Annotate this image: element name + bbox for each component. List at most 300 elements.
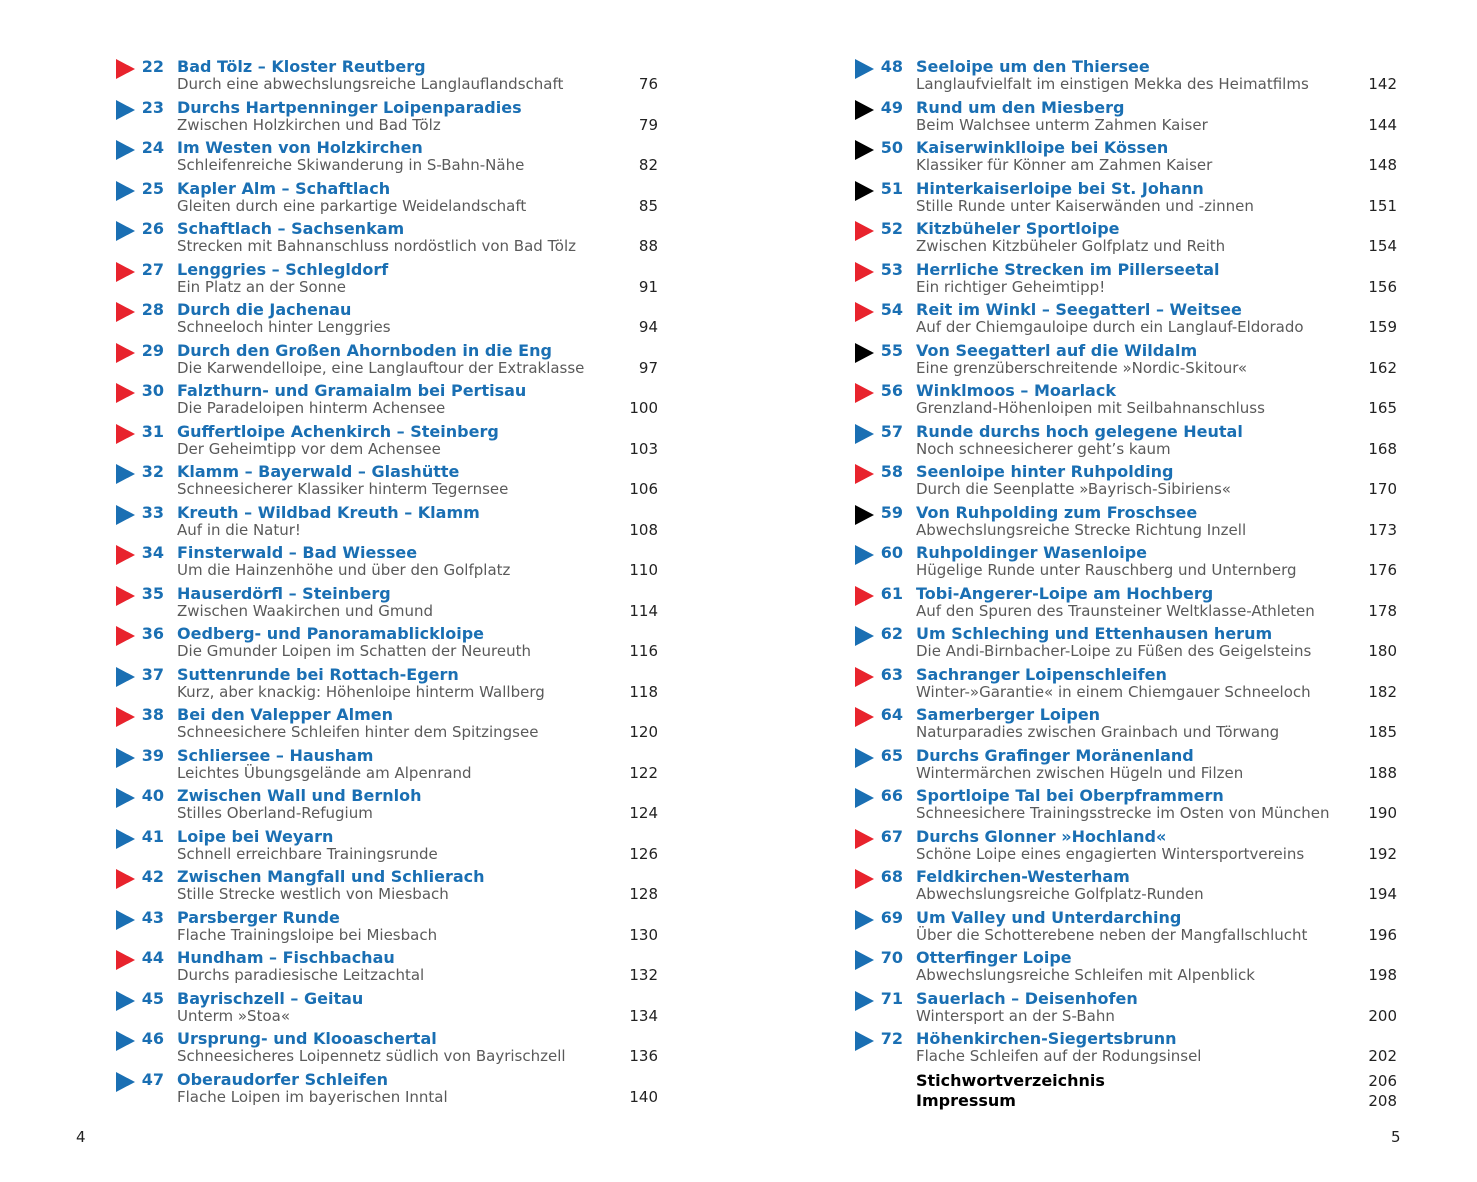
entry-title: Parsberger Runde <box>177 907 340 927</box>
entry-number: 46 <box>141 1029 164 1048</box>
entry-page-number: 85 <box>638 196 658 215</box>
entry-subtitle: Langlaufvielfalt im einstigen Mekka des Heimatfilms <box>916 75 1309 93</box>
entry-number: 63 <box>880 664 903 684</box>
triangle-marker-icon <box>855 59 874 79</box>
entry-subtitle: Zwischen Kitzbüheler Golfplatz und Reith <box>916 237 1226 255</box>
entry-number: 39 <box>141 745 164 765</box>
entry-number: 51 <box>880 178 903 198</box>
entry-page-number: 91 <box>638 277 658 296</box>
entry-title: Bei den Valepper Almen <box>177 705 394 724</box>
triangle-marker-icon <box>116 910 135 930</box>
entry-title: Hinterkaiserloipe bei St. Johann <box>916 178 1204 198</box>
entry-subtitle: Schneeloch hinter Lenggries <box>177 318 391 336</box>
entry-page-number: 114 <box>629 601 658 620</box>
entry-subtitle: Die Andi-Birnbacher-Loipe zu Füßen des Geigelsteins <box>916 642 1312 660</box>
toc-entry <box>855 504 1401 545</box>
entry-number: 70 <box>880 948 903 967</box>
entry-number: 62 <box>880 624 903 643</box>
triangle-marker-icon <box>855 829 874 849</box>
entry-page-number: 106 <box>629 480 658 498</box>
entry-title: Suttenrunde bei Rottach-Egern <box>177 664 459 684</box>
entry-subtitle: Schleifenreiche Skiwanderung in S-Bahn-Nähe <box>177 156 525 174</box>
triangle-marker-icon <box>855 586 874 606</box>
triangle-marker-icon <box>116 545 135 565</box>
entry-title: Oberaudorfer Schleifen <box>177 1069 389 1089</box>
toc-entry <box>855 423 1401 464</box>
entry-page-number: 97 <box>638 358 658 377</box>
entry-title: Reit im Winkl – Seegatterl – Weitsee <box>916 300 1242 319</box>
toc-entry <box>116 139 662 180</box>
triangle-marker-icon <box>116 383 135 403</box>
entry-number: 58 <box>880 462 903 481</box>
entry-number: 60 <box>880 543 903 562</box>
entry-number: 43 <box>141 907 164 927</box>
entry-page-number: 194 <box>1368 885 1397 903</box>
toc-entry <box>116 828 662 869</box>
entry-number: 71 <box>880 988 903 1008</box>
triangle-marker-icon <box>116 464 135 484</box>
toc-entry <box>116 585 662 626</box>
entry-number: 29 <box>141 340 164 360</box>
toc-entry <box>116 342 662 383</box>
entry-number: 25 <box>141 178 164 198</box>
toc-entry <box>855 949 1401 990</box>
toc-entry <box>855 909 1401 950</box>
entry-title: Zwischen Wall und Bernloh <box>177 786 422 805</box>
entry-page-number: 188 <box>1368 763 1397 782</box>
entry-page-number: 202 <box>1368 1047 1397 1065</box>
extra-page-number: 208 <box>1368 1092 1397 1110</box>
toc-entry <box>855 1030 1401 1071</box>
toc-entry <box>116 463 662 504</box>
entry-page-number: 200 <box>1368 1006 1397 1025</box>
entry-page-number: 140 <box>629 1087 658 1106</box>
entry-subtitle: Stille Strecke westlich von Miesbach <box>177 885 449 903</box>
triangle-marker-icon <box>116 181 135 201</box>
entry-number: 27 <box>141 259 164 279</box>
extra-title: Stichwortverzeichnis <box>916 1070 1105 1090</box>
toc-extra-entry <box>855 1071 1401 1092</box>
entry-subtitle: Naturparadies zwischen Grainbach und Törwang <box>916 723 1280 741</box>
entry-page-number: 156 <box>1368 277 1397 296</box>
entry-number: 23 <box>141 97 164 117</box>
triangle-marker-icon <box>855 667 874 687</box>
triangle-marker-icon <box>855 869 874 889</box>
entry-subtitle: Wintermärchen zwischen Hügeln und Filzen <box>916 763 1244 782</box>
entry-page-number: 122 <box>629 763 658 782</box>
entry-title: Durchs Hartpenninger Loipenparadies <box>177 97 522 117</box>
entry-number: 44 <box>141 948 164 967</box>
page-number-right: 5 <box>1391 1128 1401 1146</box>
entry-title: Von Ruhpolding zum Froschsee <box>916 502 1198 522</box>
toc-entry <box>116 1071 662 1112</box>
toc-entry <box>116 706 662 747</box>
triangle-marker-icon <box>855 343 874 363</box>
toc-entry <box>116 949 662 990</box>
entry-number: 69 <box>880 907 903 927</box>
toc-right-column <box>855 58 1401 1112</box>
entry-subtitle: Schnell erreichbare Trainingsrunde <box>177 844 438 863</box>
triangle-marker-icon <box>116 505 135 525</box>
entry-page-number: 180 <box>1368 642 1397 660</box>
toc-entry <box>116 504 662 545</box>
entry-page-number: 168 <box>1368 439 1397 458</box>
triangle-marker-icon <box>116 302 135 322</box>
entry-number: 55 <box>880 340 903 360</box>
entry-page-number: 82 <box>638 156 658 174</box>
entry-page-number: 190 <box>1368 804 1397 822</box>
entry-number: 28 <box>141 300 164 319</box>
entry-number: 45 <box>141 988 164 1008</box>
entry-number: 31 <box>141 421 164 441</box>
entry-title: Kitzbüheler Sportloipe <box>916 219 1120 238</box>
entry-number: 72 <box>880 1029 903 1048</box>
toc-entry <box>855 747 1401 788</box>
triangle-marker-icon <box>116 424 135 444</box>
entry-subtitle: Schneesichere Schleifen hinter dem Spitzingsee <box>177 723 539 741</box>
entry-subtitle: Flache Trainingsloipe bei Miesbach <box>177 925 438 944</box>
entry-number: 22 <box>141 57 164 76</box>
entry-page-number: 94 <box>638 318 658 336</box>
entry-title: Sportloipe Tal bei Oberpframmern <box>916 786 1224 805</box>
entry-subtitle: Gleiten durch eine parkartige Weidelandschaft <box>177 196 527 215</box>
triangle-marker-icon <box>855 788 874 808</box>
triangle-marker-icon <box>116 667 135 687</box>
entry-title: Zwischen Mangfall und Schlierach <box>177 867 485 886</box>
entry-title: Um Valley und Unterdarching <box>916 907 1182 927</box>
toc-entry <box>855 301 1401 342</box>
triangle-marker-icon <box>855 100 874 120</box>
triangle-marker-icon <box>855 262 874 282</box>
triangle-marker-icon <box>116 626 135 646</box>
entry-title: Loipe bei Weyarn <box>177 826 334 846</box>
entry-page-number: 132 <box>629 966 658 984</box>
entry-title: Durch den Großen Ahornboden in die Eng <box>177 340 552 360</box>
toc-entry <box>855 706 1401 747</box>
entry-title: Kapler Alm – Schaftlach <box>177 178 391 198</box>
entry-page-number: 126 <box>629 844 658 863</box>
triangle-marker-icon <box>855 464 874 484</box>
entry-title: Winklmoos – Moarlack <box>916 381 1116 400</box>
entry-page-number: 192 <box>1368 844 1397 863</box>
entry-title: Ruhpoldinger Wasenloipe <box>916 543 1148 562</box>
entry-title: Runde durchs hoch gelegene Heutal <box>916 421 1243 441</box>
triangle-marker-icon <box>116 262 135 282</box>
entry-number: 67 <box>880 826 903 846</box>
entry-subtitle: Der Geheimtipp vor dem Achensee <box>177 439 441 458</box>
toc-entry <box>855 139 1401 180</box>
entry-number: 32 <box>141 462 164 481</box>
triangle-marker-icon <box>116 829 135 849</box>
toc-entry <box>855 868 1401 909</box>
toc-entry <box>116 666 662 707</box>
entry-title: Von Seegatterl auf die Wildalm <box>916 340 1198 360</box>
extra-title: Impressum <box>916 1091 1016 1110</box>
entry-page-number: 142 <box>1368 75 1397 93</box>
entry-page-number: 159 <box>1368 318 1397 336</box>
toc-entry <box>116 99 662 140</box>
toc-entry <box>855 990 1401 1031</box>
entry-number: 50 <box>880 138 903 157</box>
toc-entry <box>116 301 662 342</box>
triangle-marker-icon <box>855 950 874 970</box>
entry-title: Durchs Glonner »Hochland« <box>916 826 1167 846</box>
triangle-marker-icon <box>855 383 874 403</box>
triangle-marker-icon <box>855 505 874 525</box>
triangle-marker-icon <box>116 100 135 120</box>
entry-page-number: 79 <box>638 115 658 134</box>
entry-subtitle: Die Karwendelloipe, eine Langlauftour der Extraklasse <box>177 358 585 377</box>
entry-page-number: 176 <box>1368 561 1397 579</box>
entry-title: Durchs Grafinger Moränenland <box>916 745 1194 765</box>
toc-entry <box>116 423 662 464</box>
entry-number: 61 <box>880 583 903 603</box>
entry-number: 40 <box>141 786 164 805</box>
triangle-marker-icon <box>855 545 874 565</box>
entry-title: Ursprung- und Klooaschertal <box>177 1029 437 1048</box>
entry-page-number: 76 <box>638 75 658 93</box>
entry-page-number: 130 <box>629 925 658 944</box>
toc-entry <box>855 787 1401 828</box>
entry-page-number: 148 <box>1368 156 1397 174</box>
entry-subtitle: Durch die Seenplatte »Bayrisch-Sibiriens« <box>916 480 1231 498</box>
entry-title: Höhenkirchen-Siegertsbrunn <box>916 1029 1177 1048</box>
entry-title: Durch die Jachenau <box>177 300 352 319</box>
toc-entry <box>855 544 1401 585</box>
entry-subtitle: Eine grenzüberschreitende »Nordic-Skitour« <box>916 358 1248 377</box>
toc-entry <box>116 990 662 1031</box>
toc-entry <box>855 666 1401 707</box>
entry-number: 47 <box>141 1069 164 1089</box>
entry-number: 66 <box>880 786 903 805</box>
toc-entry <box>855 99 1401 140</box>
entry-page-number: 178 <box>1368 601 1397 620</box>
entry-page-number: 120 <box>629 723 658 741</box>
entry-title: Im Westen von Holzkirchen <box>177 138 423 157</box>
entry-subtitle: Schneesichere Trainingsstrecke im Osten von München <box>916 804 1330 822</box>
triangle-marker-icon <box>116 221 135 241</box>
toc-entry <box>116 1030 662 1071</box>
entry-subtitle: Zwischen Holzkirchen und Bad Tölz <box>177 115 441 134</box>
toc-entry <box>855 463 1401 504</box>
entry-number: 37 <box>141 664 164 684</box>
toc-entry <box>116 58 662 99</box>
entry-title: Finsterwald – Bad Wiessee <box>177 543 418 562</box>
entry-page-number: 154 <box>1368 237 1397 255</box>
entry-title: Klamm – Bayerwald – Glashütte <box>177 462 460 481</box>
entry-number: 68 <box>880 867 903 886</box>
entry-number: 53 <box>880 259 903 279</box>
triangle-marker-icon <box>116 586 135 606</box>
entry-page-number: 118 <box>629 682 658 701</box>
entry-page-number: 165 <box>1368 399 1397 417</box>
toc-entry <box>855 585 1401 626</box>
toc-entry <box>855 382 1401 423</box>
entry-subtitle: Durchs paradiesische Leitzachtal <box>177 966 425 984</box>
entry-subtitle: Durch eine abwechslungsreiche Langlauflandschaft <box>177 75 564 93</box>
entry-page-number: 134 <box>629 1006 658 1025</box>
entry-page-number: 88 <box>638 237 658 255</box>
entry-page-number: 144 <box>1368 115 1397 134</box>
entry-page-number: 136 <box>629 1047 658 1065</box>
triangle-marker-icon <box>855 302 874 322</box>
entry-title: Bad Tölz – Kloster Reutberg <box>177 57 426 76</box>
entry-subtitle: Zwischen Waakirchen und Gmund <box>177 601 434 620</box>
toc-entry <box>116 909 662 950</box>
triangle-marker-icon <box>116 59 135 79</box>
triangle-marker-icon <box>855 748 874 768</box>
triangle-marker-icon <box>855 1031 874 1051</box>
entry-subtitle: Abwechslungsreiche Schleifen mit Alpenblick <box>916 966 1255 984</box>
entry-number: 49 <box>880 97 903 117</box>
triangle-marker-icon <box>855 991 874 1011</box>
triangle-marker-icon <box>116 950 135 970</box>
triangle-marker-icon <box>116 707 135 727</box>
entry-page-number: 173 <box>1368 520 1397 539</box>
entry-subtitle: Unterm »Stoa« <box>177 1006 291 1025</box>
entry-number: 38 <box>141 705 164 724</box>
triangle-marker-icon <box>116 343 135 363</box>
triangle-marker-icon <box>855 140 874 160</box>
triangle-marker-icon <box>855 626 874 646</box>
entry-subtitle: Leichtes Übungsgelände am Alpenrand <box>177 763 472 782</box>
entry-page-number: 182 <box>1368 682 1397 701</box>
toc-entry <box>855 220 1401 261</box>
triangle-marker-icon <box>116 1072 135 1092</box>
entry-title: Kaiserwinklloipe bei Kössen <box>916 138 1169 157</box>
triangle-marker-icon <box>116 991 135 1011</box>
toc-entry <box>116 625 662 666</box>
entry-subtitle: Noch schneesicherer geht’s kaum <box>916 439 1171 458</box>
entry-number: 56 <box>880 381 903 400</box>
entry-number: 57 <box>880 421 903 441</box>
triangle-marker-icon <box>855 424 874 444</box>
entry-title: Schliersee – Hausham <box>177 745 374 765</box>
entry-subtitle: Flache Schleifen auf der Rodungsinsel <box>916 1047 1202 1065</box>
entry-number: 35 <box>141 583 164 603</box>
page-number-left: 4 <box>76 1128 86 1146</box>
triangle-marker-icon <box>855 181 874 201</box>
entry-subtitle: Stilles Oberland-Refugium <box>177 804 373 822</box>
toc-entry <box>116 382 662 423</box>
toc-extra-entry <box>855 1091 1401 1112</box>
entry-number: 41 <box>141 826 164 846</box>
entry-subtitle: Strecken mit Bahnanschluss nordöstlich von Bad Tölz <box>177 237 576 255</box>
entry-title: Otterfinger Loipe <box>916 948 1072 967</box>
entry-subtitle: Flache Loipen im bayerischen Inntal <box>177 1087 448 1106</box>
toc-entry <box>116 180 662 221</box>
entry-title: Herrliche Strecken im Pillerseetal <box>916 259 1220 279</box>
triangle-marker-icon <box>855 707 874 727</box>
toc-entry <box>116 868 662 909</box>
entry-page-number: 108 <box>629 520 658 539</box>
triangle-marker-icon <box>116 788 135 808</box>
triangle-marker-icon <box>116 140 135 160</box>
entry-number: 64 <box>880 705 903 724</box>
entry-page-number: 100 <box>629 399 658 417</box>
entry-page-number: 151 <box>1368 196 1397 215</box>
entry-title: Schaftlach – Sachsenkam <box>177 219 405 238</box>
entry-subtitle: Auf den Spuren des Traunsteiner Weltklasse-Athleten <box>916 601 1315 620</box>
entry-page-number: 124 <box>629 804 658 822</box>
entry-subtitle: Die Gmunder Loipen im Schatten der Neureuth <box>177 642 531 660</box>
entry-subtitle: Ein Platz an der Sonne <box>177 277 346 296</box>
entry-number: 26 <box>141 219 164 238</box>
entry-number: 59 <box>880 502 903 522</box>
triangle-marker-icon <box>116 869 135 889</box>
entry-number: 24 <box>141 138 164 157</box>
entry-title: Oedberg- und Panoramablickloipe <box>177 624 485 643</box>
entry-subtitle: Wintersport an der S-Bahn <box>916 1006 1115 1025</box>
entry-title: Samerberger Loipen <box>916 705 1101 724</box>
entry-page-number: 128 <box>629 885 658 903</box>
entry-subtitle: Winter-»Garantie« in einem Chiemgauer Schneeloch <box>916 682 1311 701</box>
toc-entry <box>116 261 662 302</box>
entry-page-number: 196 <box>1368 925 1397 944</box>
entry-title: Tobi-Angerer-Loipe am Hochberg <box>916 583 1214 603</box>
toc-entry <box>855 261 1401 302</box>
entry-page-number: 116 <box>629 642 658 660</box>
toc-entry <box>116 544 662 585</box>
entry-page-number: 103 <box>629 439 658 458</box>
entry-page-number: 110 <box>629 561 658 579</box>
entry-title: Lenggries – Schlegldorf <box>177 259 389 279</box>
triangle-marker-icon <box>855 910 874 930</box>
entry-page-number: 170 <box>1368 480 1397 498</box>
entry-subtitle: Schneesicherer Klassiker hinterm Tegernsee <box>177 480 509 498</box>
entry-title: Seeloipe um den Thiersee <box>916 57 1150 76</box>
triangle-marker-icon <box>855 221 874 241</box>
entry-subtitle: Klassiker für Könner am Zahmen Kaiser <box>916 156 1213 174</box>
entry-subtitle: Grenzland-Höhenloipen mit Seilbahnanschluss <box>916 399 1265 417</box>
entry-subtitle: Abwechslungsreiche Strecke Richtung Inzell <box>916 520 1247 539</box>
entry-title: Hundham – Fischbachau <box>177 948 395 967</box>
entry-subtitle: Ein richtiger Geheimtipp! <box>916 277 1106 296</box>
entry-number: 30 <box>141 381 164 400</box>
entry-subtitle: Über die Schotterebene neben der Mangfallschlucht <box>916 925 1308 944</box>
toc-entry <box>116 220 662 261</box>
entry-title: Bayrischzell – Geitau <box>177 988 364 1008</box>
entry-number: 52 <box>880 219 903 238</box>
entry-subtitle: Hügelige Runde unter Rauschberg und Unternberg <box>916 561 1297 579</box>
entry-number: 42 <box>141 867 164 886</box>
entry-number: 65 <box>880 745 903 765</box>
entry-title: Falzthurn- und Gramaialm bei Pertisau <box>177 381 527 400</box>
entry-subtitle: Auf in die Natur! <box>177 520 301 539</box>
toc-entry <box>855 828 1401 869</box>
toc-entry <box>855 180 1401 221</box>
entry-subtitle: Schöne Loipe eines engagierten Wintersportvereins <box>916 844 1305 863</box>
entry-title: Hauserdörfl – Steinberg <box>177 583 391 603</box>
entry-number: 33 <box>141 502 164 522</box>
extra-page-number: 206 <box>1368 1071 1397 1090</box>
entry-page-number: 198 <box>1368 966 1397 984</box>
entry-number: 36 <box>141 624 164 643</box>
entry-title: Seenloipe hinter Ruhpolding <box>916 462 1174 481</box>
entry-page-number: 162 <box>1368 358 1397 377</box>
entry-number: 48 <box>880 57 903 76</box>
toc-entry <box>855 625 1401 666</box>
entry-number: 54 <box>880 300 903 319</box>
toc-left-column <box>116 58 662 1111</box>
entry-title: Guffertloipe Achenkirch – Steinberg <box>177 421 499 441</box>
toc-entry <box>116 747 662 788</box>
toc-entry <box>855 58 1401 99</box>
entry-title: Sachranger Loipenschleifen <box>916 664 1167 684</box>
entry-subtitle: Kurz, aber knackig: Höhenloipe hinterm Wallberg <box>177 682 545 701</box>
entry-number: 34 <box>141 543 164 562</box>
entry-title: Kreuth – Wildbad Kreuth – Klamm <box>177 502 480 522</box>
